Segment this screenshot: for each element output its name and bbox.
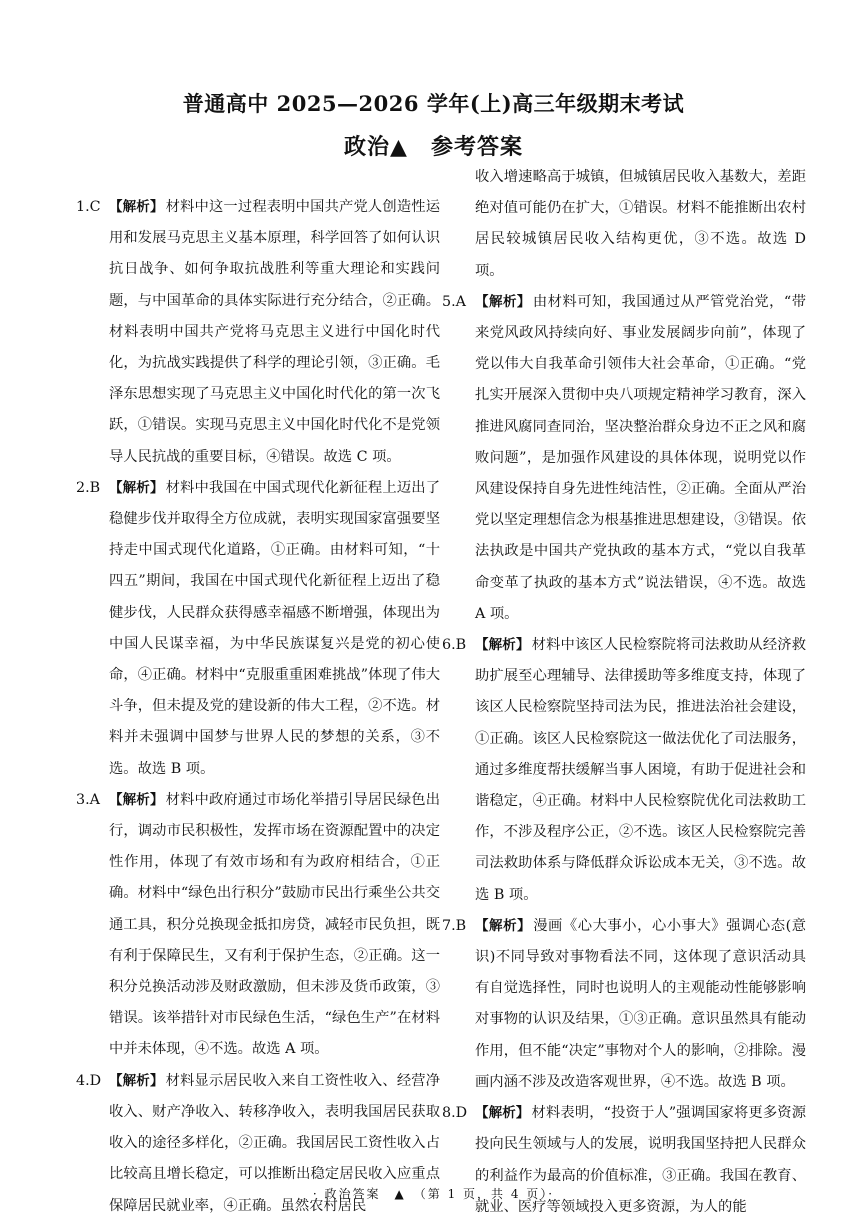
item-text: 材料中该区人民检察院将司法救助从经济救助扩展至心理辅导、法律援助等多维度支持，体现了该区人民检察院坚持司法为民，推进法治社会建设，①正确。该区人民检察院这一做法优化了司法服务，通过多维度帮扶缓解当事人困境，有助于促进社会和谐稳定，④正确。材料中人民检察院优化司法救助工作，不涉及程序公正，②不选。该区人民检察院完善司法救助体系与降低群众诉讼成本无关，③不选。故选 B 项。 — [475, 637, 807, 903]
item-number: 5.A — [442, 293, 466, 310]
analysis-tag: 【解析】 — [109, 479, 164, 496]
item-number: 8.D — [442, 1105, 468, 1122]
analysis-tag: 【解析】 — [475, 917, 532, 934]
analysis-tag: 【解析】 — [475, 637, 530, 654]
item-text: 材料显示居民收入来自工资性收入、经营净收入、财产净收入、转移净收入，表明我国居民获取收入的途径多样化，②正确。我国居民工资性收入占比较高且增长稳定，可以推断出稳定居民收入应重点保障居民就业率，④正确。虽然农村居民 — [109, 1072, 441, 1214]
item-text: 材料中我国在中国式现代化新征程上迈出了稳健步伐并取得全方位成就，表明实现国家富强要坚持走中国式现代化道路，①正确。由材料可知，“十四五”期间，我国在中国式现代化新征程上迈出了稳健步伐，人民群众获得感幸福感不断增强，体现出为中国人民谋幸福，为中华民族谋复兴是党的初心使命，④正确。材料中“克服重重困难挑战”体现了伟大斗争，但未提及党的建设新的伟大工程，②不选。材料并未强调中国梦与世界人民的梦想的关系，③不选。故选 B 项。 — [109, 479, 441, 777]
answer-item-3 — [76, 785, 440, 1066]
analysis-tag: 【解析】 — [475, 1105, 530, 1122]
item-number: 4.D — [76, 1072, 102, 1089]
answer-item-1 — [76, 192, 440, 473]
analysis-tag: 【解析】 — [475, 293, 531, 310]
analysis-tag: 【解析】 — [109, 199, 164, 215]
item-text: 由材料可知，我国通过从严管党治党，“带来党风政风持续向好、事业发展阔步向前”，体现了党以伟大自我革命引领伟大社会革命，①正确。“党扎实开展深入贯彻中央八项规定精神学习教育，深入推进风腐同查同治，坚决整治群众身边不正之风和腐败问题”，是加强作风建设的具体体现，说明党以作风建设保持自身先进性纯洁性，②正确。全面从严治党以坚定理想信念为根基推进思想建设，③错误。依法执政是中国共产党执政的基本方式，“党以自我革命变革了执政的基本方式”说法错误，④不选。故选 A 项。 — [475, 293, 807, 622]
item-text: 收入增速略高于城镇，但城镇居民收入基数大，差距绝对值可能仍在扩大，①错误。材料不能推断出农村居民较城镇居民收入结构更优，③不选。故选 D 项。 — [475, 169, 806, 279]
answer-item-8 — [442, 1098, 806, 1223]
answer-item-5 — [442, 287, 806, 630]
answer-item-7 — [442, 911, 806, 1098]
item-number: 7.B — [442, 917, 467, 934]
page-title: 普通高中 2025—2026 学年(上)高三年级期末考试 — [182, 91, 685, 116]
item-number: 3.A — [76, 791, 100, 808]
answer-item-2 — [76, 473, 440, 785]
item-number: 2.B — [76, 479, 101, 496]
analysis-tag: 【解析】 — [109, 1072, 164, 1089]
page-subtitle: 政治▲ 参考答案 — [344, 134, 523, 160]
item-text: 材料中政府通过市场化举措引导居民绿色出行，调动市民积极性，发挥市场在资源配置中的决定性作用，体现了有效市场和有为政府相结合，①正确。材料中“绿色出行积分”鼓励市民出行乘坐公共交通工具，积分兑换现金抵扣房贷，减轻市民负担，既有利于保障民生，又有利于保护生态，②正确。这一积分兑换活动涉及财政激励，但未涉及货币政策，③错误。该举措针对市民绿色生活，“绿色生产”在材料中并未体现，④不选。故选 A 项。 — [109, 791, 441, 1058]
left-column — [76, 192, 440, 1222]
answer-item-6 — [442, 630, 806, 911]
item-number: 1.C — [76, 199, 101, 215]
item-text: 材料中这一过程表明中国共产党人创造性运用和发展马克思主义基本原理，科学回答了如何认识抗日战争、如何争取抗战胜利等重大理论和实践问题，与中国革命的具体实际进行充分结合，②正确。材料表明中国共产党将马克思主义进行中国化时代化，为抗战实践提供了科学的理论引领，③正确。毛泽东思想实现了马克思主义中国化时代化的第一次飞跃，①错误。实现马克思主义中国化时代化不是党领导人民抗战的重要目标，④错误。故选 C 项。 — [109, 199, 441, 465]
item-text: 漫画《心大事小，心小事大》强调心态(意识)不同导致对事物看法不同，这体现了意识活动具有自觉选择性，同时也说明人的主观能动性能够影响对事物的认识及结果，①③正确。意识虽然具有能动作用，但不能“决定”事物对个人的影响，②排除。漫画内涵不涉及改造客观世界，④不选。故选 B 项。 — [475, 917, 807, 1090]
item-number: 6.B — [442, 637, 467, 654]
right-column — [442, 162, 806, 1223]
analysis-tag: 【解析】 — [109, 791, 164, 808]
item-text: 材料表明，“投资于人”强调国家将更多资源投向民生领域与人的发展，说明我国坚持把人民群众的利益作为最高的价值标准，③正确。我国在教育、就业、医疗等领域投入更多资源，为人的能 — [475, 1105, 806, 1215]
answer-item-4-continued — [442, 162, 806, 287]
page-footer: · 政治答案 ▲ （第 1 页，共 4 页）· — [312, 1187, 555, 1201]
